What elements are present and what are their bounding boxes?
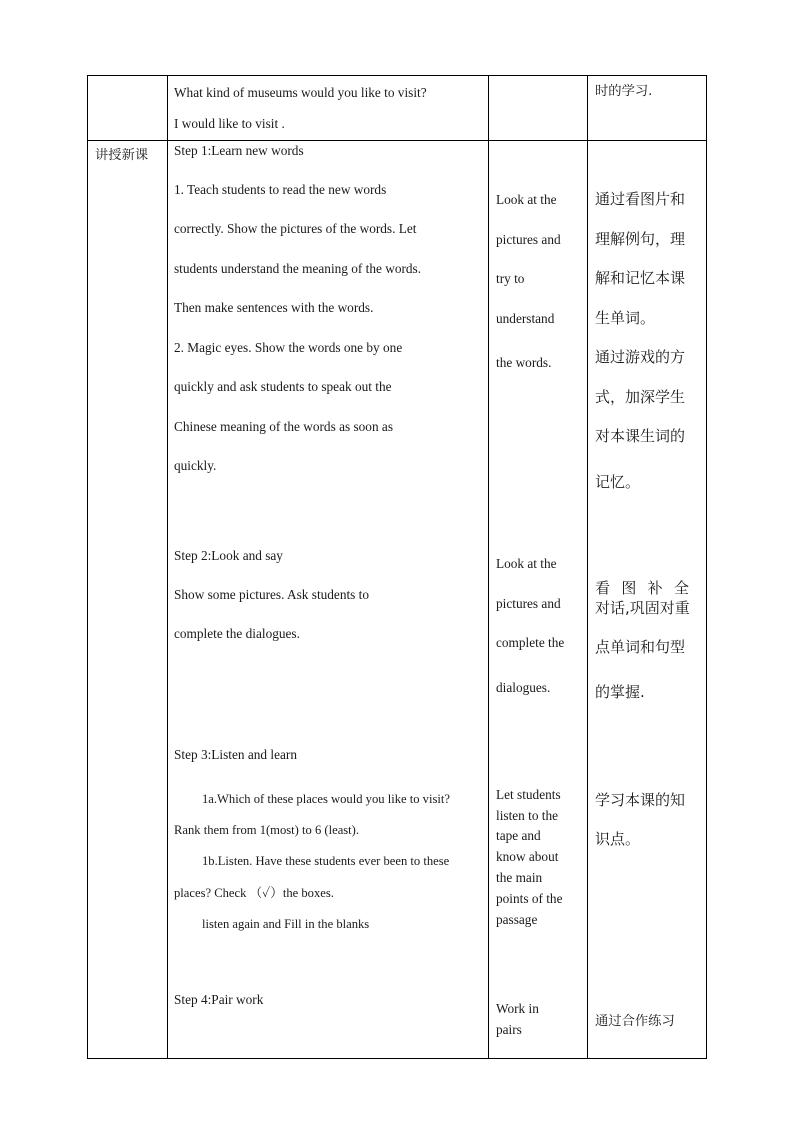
step4-activity: Work in — [496, 1001, 539, 1016]
step3-activity: know about — [496, 849, 559, 864]
top-row-purpose: 时的学习. — [595, 84, 653, 99]
step1-line: students understand the meaning of the words. — [174, 261, 422, 276]
step3-activity: the main — [496, 870, 543, 885]
step1-line: Chinese meaning of the words as soon as — [174, 419, 393, 434]
column-divider-1 — [167, 75, 168, 1059]
step1-activity: the words. — [496, 355, 552, 370]
step1-line: Then make sentences with the words. — [174, 300, 374, 315]
step3-purpose: 学习本课的知 — [595, 791, 686, 809]
table-bottom-border — [87, 1058, 707, 1059]
step1-purpose: 生单词。 — [595, 309, 656, 327]
table-top-border — [87, 75, 707, 76]
step1-activity: pictures and — [496, 232, 561, 247]
step3-line: 1b.Listen. Have these students ever been to these — [202, 854, 450, 868]
step4-purpose: 通过合作练习 — [595, 1014, 675, 1029]
step2-purpose-char: 补 — [647, 579, 663, 597]
step2-line: complete the dialogues. — [174, 626, 300, 641]
step1-activity: try to — [496, 271, 525, 286]
step3-activity: points of the — [496, 891, 563, 906]
step3-activity: tape and — [496, 828, 541, 843]
step1-purpose: 通过看图片和 — [595, 190, 686, 208]
step3-line: places? Check （✓）the boxes. — [174, 886, 334, 900]
row-divider — [87, 140, 707, 141]
step1-line: 2. Magic eyes. Show the words one by one — [174, 340, 403, 355]
step2-activity: dialogues. — [496, 680, 551, 695]
column-divider-3 — [587, 75, 588, 1059]
step2-purpose-char: 图 — [621, 579, 637, 597]
step1-purpose: 记忆。 — [595, 473, 641, 491]
section-label: 讲授新课 — [95, 148, 149, 163]
step3-title: Step 3:Listen and learn — [174, 747, 297, 762]
step1-purpose: 通过游戏的方 — [595, 348, 686, 366]
step2-purpose-char: 全 — [673, 579, 689, 597]
step1-purpose: 对本课生词的 — [595, 427, 686, 445]
step2-activity: complete the — [496, 635, 565, 650]
step2-purpose-spaced — [595, 580, 689, 596]
step1-line: 1. Teach students to read the new words — [174, 182, 387, 197]
step1-title: Step 1:Learn new words — [174, 143, 304, 158]
step2-activity: pictures and — [496, 596, 561, 611]
step4-activity: pairs — [496, 1022, 522, 1037]
top-row-line-2: I would like to visit . — [174, 116, 285, 131]
step3-activity: passage — [496, 912, 538, 927]
step3-line: listen again and Fill in the blanks — [202, 917, 370, 931]
step2-activity: Look at the — [496, 556, 557, 571]
step1-purpose: 理解例句，理 — [595, 230, 686, 248]
step4-title: Step 4:Pair work — [174, 992, 264, 1007]
step2-title: Step 2:Look and say — [174, 548, 283, 563]
step2-purpose: 的掌握. — [595, 683, 645, 701]
step2-purpose: 对话,巩固对重 — [595, 599, 690, 617]
step3-line: Rank them from 1(most) to 6 (least). — [174, 823, 360, 837]
step1-purpose: 式，加深学生 — [595, 388, 686, 406]
step2-line: Show some pictures. Ask students to — [174, 587, 370, 602]
top-row-line-1: What kind of museums would you like to visit? — [174, 85, 427, 100]
table-left-border — [87, 75, 88, 1059]
column-divider-2 — [488, 75, 489, 1059]
step3-purpose: 识点。 — [595, 830, 641, 848]
step1-activity: understand — [496, 311, 555, 326]
step3-activity: Let students — [496, 787, 561, 802]
step3-activity: listen to the — [496, 808, 559, 823]
step1-line: quickly. — [174, 458, 217, 473]
table-right-border — [706, 75, 707, 1059]
step1-line: quickly and ask students to speak out the — [174, 379, 392, 394]
step3-line: 1a.Which of these places would you like to visit? — [202, 792, 450, 806]
step1-line: correctly. Show the pictures of the words. Let — [174, 221, 417, 236]
step2-purpose-char: 看 — [595, 579, 611, 597]
step1-activity: Look at the — [496, 192, 557, 207]
step2-purpose: 点单词和句型 — [595, 638, 686, 656]
step1-purpose: 解和记忆本课 — [595, 269, 686, 287]
